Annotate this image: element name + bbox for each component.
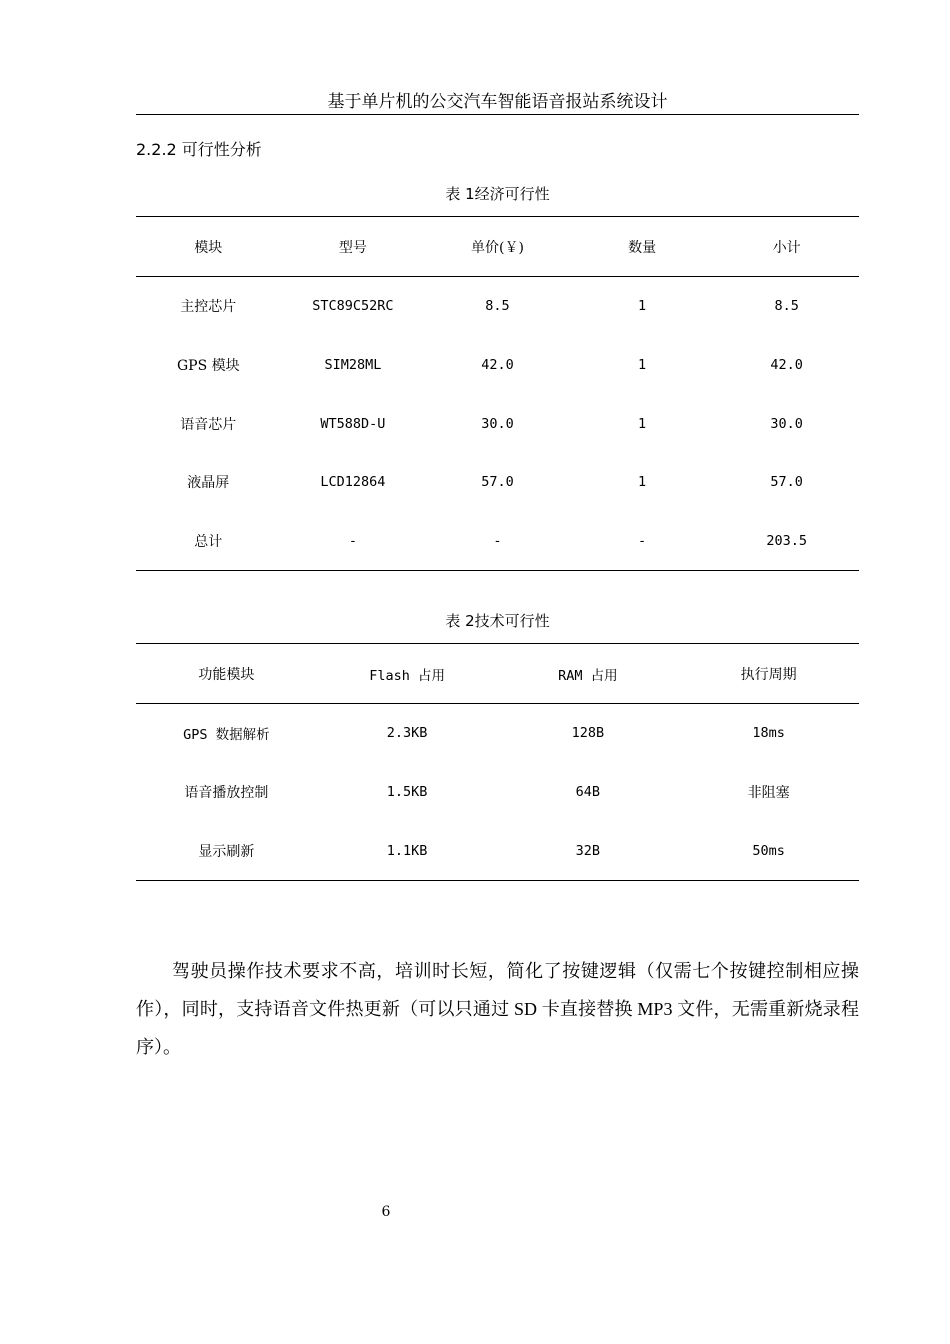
table-cell: 语音播放控制	[184, 785, 269, 802]
table-cell: 30.0	[770, 415, 803, 432]
column-header: 小计	[772, 239, 801, 256]
table-cell: 42.0	[481, 357, 514, 374]
table-cell: 显示刷新	[198, 843, 255, 860]
table-row-total	[136, 512, 859, 571]
table-cell: -	[493, 533, 502, 550]
table-cell: 50ms	[752, 842, 785, 859]
section-heading: 2.2.2 可行性分析	[136, 140, 262, 159]
table-cell: 1	[638, 298, 647, 315]
table-cell: WT588D-U	[320, 415, 386, 432]
table-cell: 语音芯片	[180, 416, 237, 433]
table-cell: 8.5	[774, 298, 799, 315]
table-cell: STC89C52RC	[312, 298, 394, 315]
table-cell: 8.5	[485, 298, 510, 315]
column-header: 数量	[628, 239, 657, 256]
table-cell: 18ms	[752, 725, 785, 742]
table-row	[136, 336, 859, 395]
table-cell: LCD12864	[320, 474, 386, 491]
column-header: RAM 占用	[558, 667, 618, 684]
table-cell: 总计	[194, 534, 223, 551]
table-cell: 30.0	[481, 415, 514, 432]
table-cell: GPS 模块	[176, 358, 240, 375]
table-cell: 1	[638, 474, 647, 491]
table2-caption: 表 2技术可行性	[445, 612, 550, 630]
table-cell: 57.0	[770, 474, 803, 491]
table1-caption: 表 1经济可行性	[445, 185, 550, 203]
table-cell: 64B	[575, 784, 601, 801]
table-row	[136, 704, 859, 763]
table-cell: SIM28ML	[324, 357, 382, 374]
table-row	[136, 453, 859, 512]
technical-feasibility-table	[136, 643, 859, 881]
column-header: 执行周期	[740, 666, 797, 683]
column-header: 单价(￥)	[471, 239, 524, 256]
table-cell: 1.1KB	[386, 842, 428, 859]
header-rule	[136, 114, 859, 115]
table-cell: 1.5KB	[386, 784, 428, 801]
table-cell: 2.3KB	[386, 725, 428, 742]
table-cell: 1	[638, 415, 647, 432]
table-cell: 液晶屏	[187, 475, 230, 492]
table-cell: 主控芯片	[180, 299, 237, 316]
table-header-row	[136, 217, 859, 277]
table-cell: 1	[638, 357, 647, 374]
table-cell: 128B	[571, 725, 605, 742]
column-header: Flash 占用	[369, 667, 446, 684]
table-row	[136, 821, 859, 880]
table-cell: 203.5	[766, 533, 807, 550]
column-header: 模块	[194, 239, 223, 256]
table-cell: 非阻塞	[747, 785, 790, 802]
table-row	[136, 277, 859, 336]
economic-feasibility-table	[136, 216, 859, 571]
table-header-row	[136, 644, 859, 704]
page-number: 6	[381, 1204, 391, 1220]
table-cell: 57.0	[481, 474, 514, 491]
column-header: 型号	[338, 239, 367, 256]
running-header: 基于单片机的公交汽车智能语音报站系统设计	[327, 92, 668, 112]
table-cell: 42.0	[770, 357, 803, 374]
table-cell: 32B	[575, 842, 601, 859]
body-paragraph: 驾驶员操作技术要求不高，培训时长短，简化了按键逻辑（仅需七个按键控制相应操作），同时，支持语音文件热更新（可以只通过 SD 卡直接替换 MP3 文件，无需重新烧录程序）。	[136, 961, 859, 1057]
table-row	[136, 394, 859, 453]
table-row	[136, 763, 859, 822]
table-cell: -	[348, 533, 357, 550]
table-cell: GPS 数据解析	[183, 727, 270, 744]
table-cell: -	[638, 533, 647, 550]
column-header: 功能模块	[198, 666, 255, 683]
